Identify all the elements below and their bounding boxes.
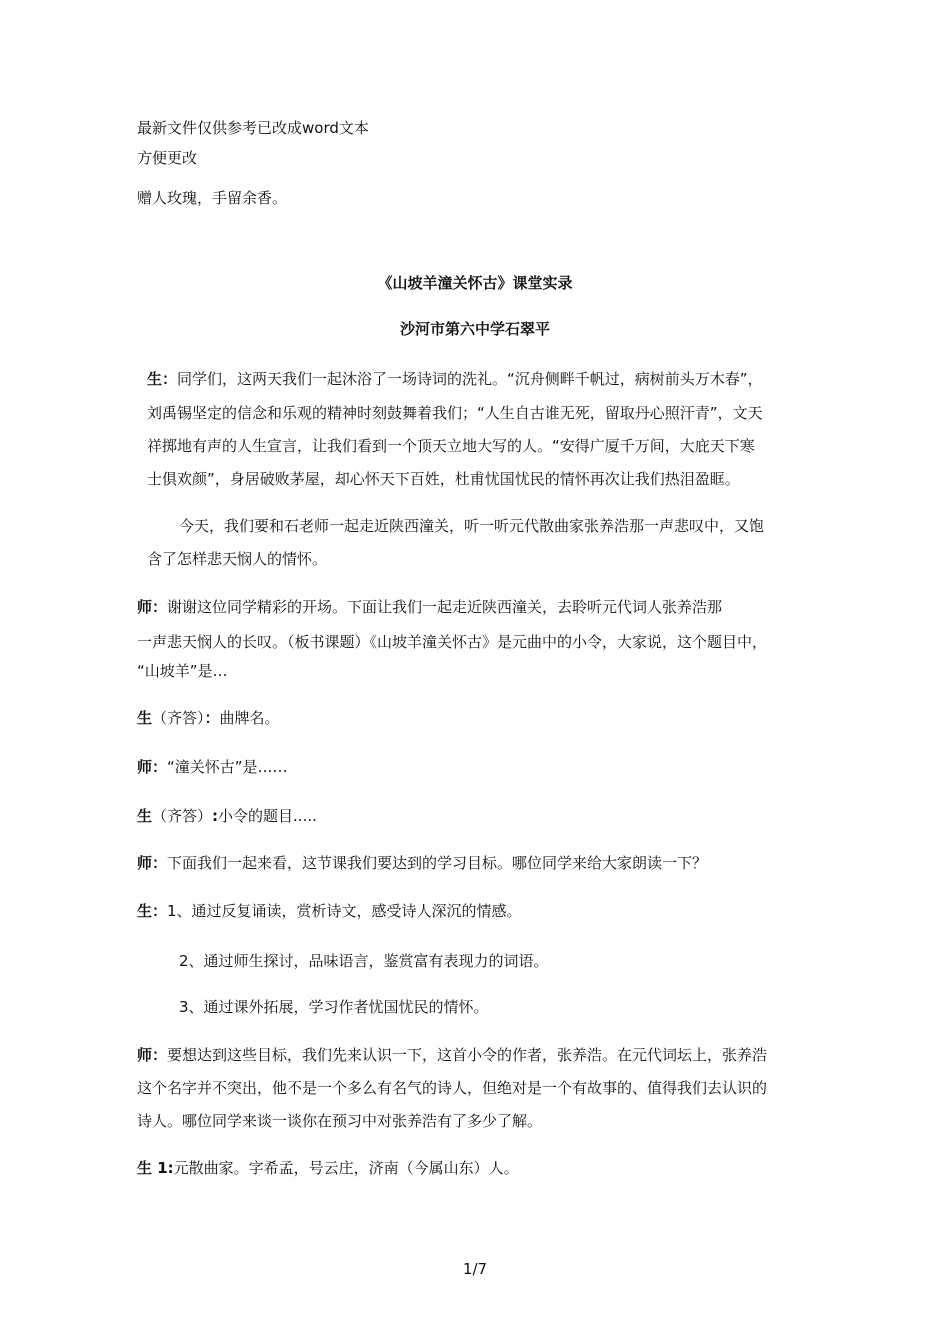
paragraph-line: 一声悲天悯人的长叹。（板书课题）《山坡羊潼关怀古》是元曲中的小令，大家说，这个题目中，: [137, 633, 768, 651]
paragraph-text: 下面我们一起来看，这节课我们要达到的学习目标。哪位同学来给大家朗读一下？: [167, 854, 708, 872]
paragraph-line: 3、通过课外拓展，学习作者忧国忧民的情怀。: [179, 998, 489, 1016]
header-note-line2: 方便更改: [137, 149, 198, 167]
header-note-line3: 赠人玫瑰，手留余香。: [137, 189, 288, 207]
paragraph-line: [137, 708, 280, 728]
page-title: 《山坡羊潼关怀古》课堂实录: [377, 274, 573, 292]
paragraph-line: “山坡羊”是…: [137, 662, 228, 680]
paragraph-text: 小令的题目.....: [218, 807, 317, 825]
paragraph-line: 诗人。哪位同学来谈一谈你在预习中对张养浩有了多少了解。: [137, 1112, 543, 1130]
paragraph-line: [137, 757, 288, 777]
paragraph-text: 1、通过反复诵读，赏析诗文，感受诗人深沉的情感。: [167, 902, 522, 920]
speaker-label: 生: [137, 807, 153, 825]
paragraph-line: [137, 901, 522, 921]
paragraph-line: 今天，我们要和石老师一起走近陕西潼关，听一听元代散曲家张养浩那一声悲叹中，又饱: [179, 517, 765, 535]
speaker-label: 生：: [137, 902, 168, 920]
paragraph-line: 刘禹锡坚定的信念和乐观的精神时刻鼓舞着我们；“人生自古谁无死，留取丹心照汗青”，文天: [147, 404, 763, 422]
speaker-label: 生：: [147, 370, 178, 388]
paragraph-line: 2、通过师生探讨，品味语言，鉴赏富有表现力的词语。: [179, 952, 549, 970]
paragraph-line: [137, 1045, 767, 1065]
speaker-colon: :: [212, 807, 219, 825]
paragraph-text: 元散曲家。字希孟，号云庄，济南（今属山东）人。: [173, 1159, 519, 1177]
paragraph-text: （齐答）: [152, 807, 213, 825]
paragraph-text: 要想达到这些目标，我们先来认识一下，这首小令的作者，张养浩。在元代词坛上，张养浩: [167, 1046, 768, 1064]
paragraph-line: 祥掷地有声的人生宣言，让我们看到一个顶天立地大写的人。“安得广厦千万间，大庇天下寒: [147, 437, 755, 455]
paragraph-line: 这个名字并不突出，他不是一个多么有名气的诗人，但绝对是一个有故事的、值得我们去认识的: [137, 1079, 768, 1097]
author-line: 沙河市第六中学石翠平: [399, 320, 550, 338]
paragraph-line: [137, 1158, 519, 1178]
speaker-label: 师：: [137, 854, 168, 872]
speaker-colon: ：: [204, 709, 220, 727]
paragraph-text: 曲牌名。: [219, 709, 280, 727]
page-indicator: 1/7: [462, 1260, 488, 1278]
speaker-label: 师：: [137, 598, 168, 616]
paragraph-text: 同学们，这两天我们一起沐浴了一场诗词的洗礼。“沉舟侧畔千帆过，病树前头万木春”，: [177, 370, 763, 388]
paragraph-line: 士俱欢颜”，身居破败茅屋，却心怀天下百姓，杜甫忧国忧民的情怀再次让我们热泪盈眶。: [147, 470, 740, 488]
speaker-label: 生 1:: [137, 1159, 174, 1177]
paragraph-line: 含了怎样悲天悯人的情怀。: [147, 550, 328, 568]
paragraph-line: [137, 806, 317, 826]
header-note-line1: 最新文件仅供参考已改成word文本: [137, 119, 369, 137]
speaker-label: 师：: [137, 1046, 168, 1064]
paragraph-line: [137, 853, 707, 873]
speaker-label: 师：: [137, 758, 168, 776]
paragraph-line: [147, 369, 763, 389]
paragraph-line: [137, 597, 722, 617]
paragraph-text: 谢谢这位同学精彩的开场。下面让我们一起走近陕西潼关，去聆听元代词人张养浩那: [167, 598, 723, 616]
paragraph-text: “潼关怀古”是……: [167, 758, 288, 776]
speaker-label: 生: [137, 709, 153, 727]
paragraph-text: （齐答）: [152, 709, 205, 727]
